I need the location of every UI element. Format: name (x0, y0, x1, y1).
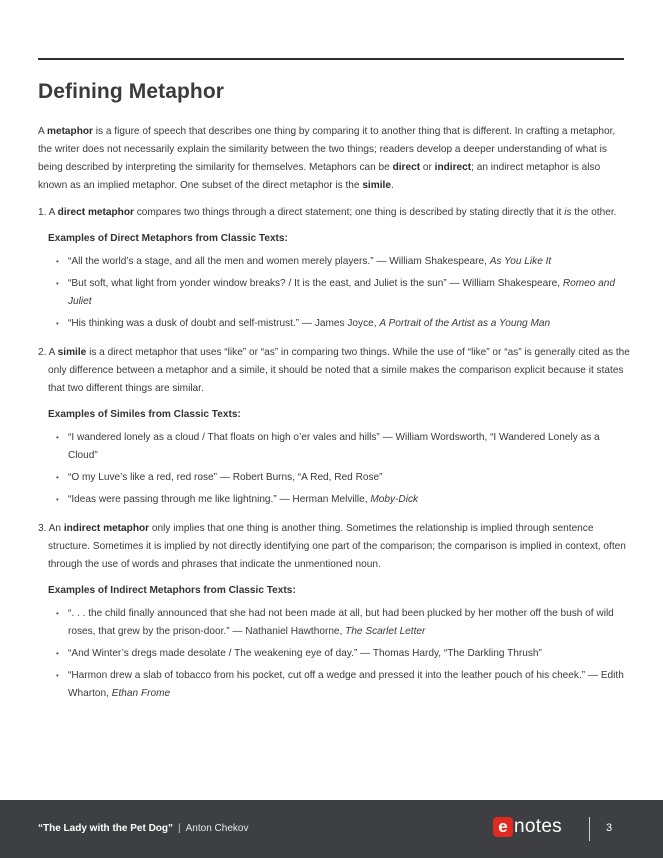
examples-list (38, 605, 630, 703)
examples-heading: Examples of Similes from Classic Texts: (48, 409, 241, 420)
list-item: • “But soft, what light from yonder window breaks? / It is the east, and Juliet is the sun” — William Shakespeare, Romeo and Juliet (68, 275, 630, 311)
list-item: • “O my Luve’s like a red, red rose” — Robert Burns, “A Red, Red Rose” (68, 469, 630, 487)
list-item: • “And Winter’s dregs made desolate / The weakening eye of day.” — Thomas Hardy, “The Darkling Thrush” (68, 645, 630, 663)
list-item: • “I wandered lonely as a cloud / That floats on high o’er vales and hills” — William Wordsworth, “I Wandered Lonely as a Cloud” (68, 429, 630, 465)
enotes-e-icon: e (493, 817, 513, 837)
page-number: 3 (606, 822, 613, 834)
footer-book-info (38, 823, 248, 834)
list-item: • “All the world’s a stage, and all the men and women merely players.” — William Shakespeare, As You Like It (68, 253, 630, 271)
enotes-logo[interactable] (493, 816, 562, 838)
top-rule (38, 58, 624, 60)
examples-heading: Examples of Indirect Metaphors from Classic Texts: (48, 585, 296, 596)
examples-list (38, 253, 630, 333)
intro-paragraph: A metaphor is a figure of speech that describes one thing by comparing it to another thing that is different. In crafting a metaphor, the writer does not necessarily explain the similarity between the two things; readers develop a deeper understanding of what is being described by interpreting the similarity for themselves. Metaphors can be direct or indirect; an indirect metaphor is also known as an implied metaphor. One subset of the direct metaphor is the simile. (38, 126, 616, 191)
list-item: • “His thinking was a dusk of doubt and self-mistrust.” — James Joyce, A Portrait of the Artist as a Young Man (68, 315, 630, 333)
footer-divider (589, 817, 590, 841)
section-paragraph: 3. An indirect metaphor only implies that one thing is another thing. Sometimes the relationship is implied through sentence structure. Sometimes it is implied by not directly identifying one part of the comparison; the comparison is implied in context, often through the use of words and phrases that indicate the unmentioned noun. (38, 523, 626, 570)
book-title: “The Lady with the Pet Dog” (38, 823, 174, 834)
section-simile (38, 344, 630, 509)
section-indirect-metaphor (38, 520, 630, 703)
section-paragraph: 2. A simile is a direct metaphor that uses “like” or “as” in comparing two things. While the use of “like” or “as” is generally cited as the only difference between a metaphor and a simile, it should be noted that a simile makes the comparison explicit because it states that two different things are similar. (38, 347, 630, 394)
enotes-wordmark: notes (514, 816, 562, 837)
page-title: Defining Metaphor (38, 80, 225, 103)
list-item: • “Ideas were passing through me like lightning.” — Herman Melville, Moby-Dick (68, 491, 630, 509)
examples-list (38, 429, 630, 509)
list-item: • “. . . the child finally announced that she had not been made at all, but had been plucked by her mother off the bush of wild roses, that grew by the prison-door.” — Nathaniel Hawthorne, The Scarlet Letter (68, 605, 630, 641)
page-body (38, 123, 630, 714)
section-direct-metaphor (38, 204, 630, 333)
section-paragraph: 1. A direct metaphor compares two things through a direct statement; one thing is described by stating directly that it is the other. (38, 207, 617, 218)
author-name: Anton Chekov (185, 823, 249, 834)
page-footer (0, 800, 663, 858)
footer-separator: | (178, 823, 181, 834)
examples-heading: Examples of Direct Metaphors from Classic Texts: (48, 233, 288, 244)
list-item: • “Harmon drew a slab of tobacco from his pocket, cut off a wedge and pressed it into the leather pouch of his cheek.” — Edith Wharton, Ethan Frome (68, 667, 630, 703)
